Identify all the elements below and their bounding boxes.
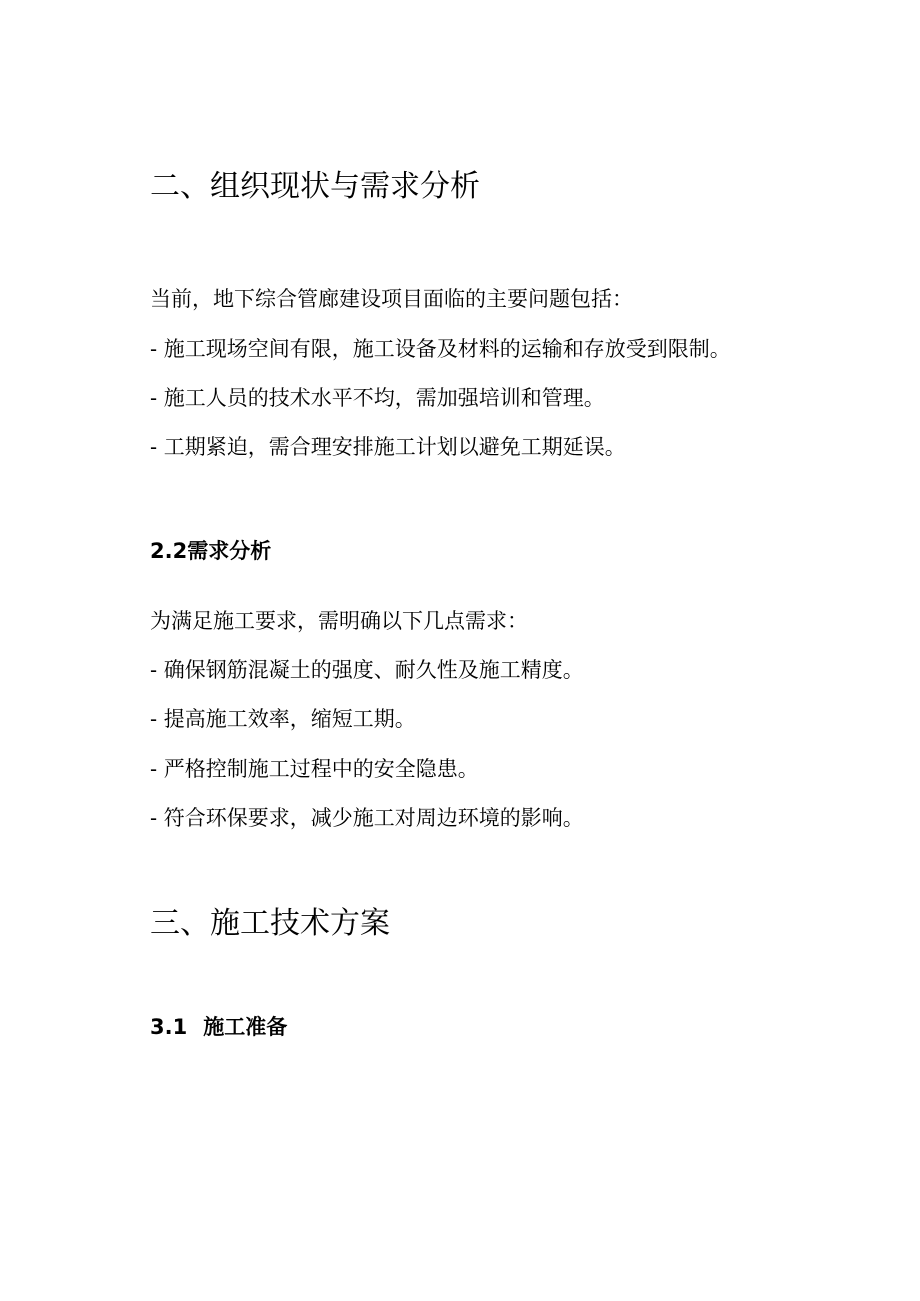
requirement-item-3: - 严格控制施工过程中的安全隐患。 bbox=[150, 757, 479, 781]
issue-item-3: - 工期紧迫，需合理安排施工计划以避免工期延误。 bbox=[150, 435, 626, 459]
section-2-heading: 二、组织现状与需求分析 bbox=[150, 169, 480, 204]
requirement-item-2: - 提高施工效率，缩短工期。 bbox=[150, 707, 416, 731]
section-2-intro: 当前，地下综合管廊建设项目面临的主要问题包括： bbox=[150, 287, 633, 311]
subsection-3-1-title: 施工准备 bbox=[203, 1015, 288, 1039]
requirements-intro: 为满足施工要求，需明确以下几点需求： bbox=[150, 609, 528, 633]
subsection-3-1-heading bbox=[150, 1017, 287, 1038]
subsection-3-1-number: 3.1 bbox=[150, 1015, 188, 1039]
issue-item-1: - 施工现场空间有限，施工设备及材料的运输和存放受到限制。 bbox=[150, 337, 731, 361]
issue-item-2: - 施工人员的技术水平不均，需加强培训和管理。 bbox=[150, 386, 605, 410]
requirement-item-4: - 符合环保要求，减少施工对周边环境的影响。 bbox=[150, 806, 584, 830]
subsection-2-2-heading: 2.2需求分析 bbox=[150, 539, 272, 563]
requirement-item-1: - 确保钢筋混凝土的强度、耐久性及施工精度。 bbox=[150, 658, 584, 682]
section-3-heading: 三、施工技术方案 bbox=[150, 906, 390, 941]
